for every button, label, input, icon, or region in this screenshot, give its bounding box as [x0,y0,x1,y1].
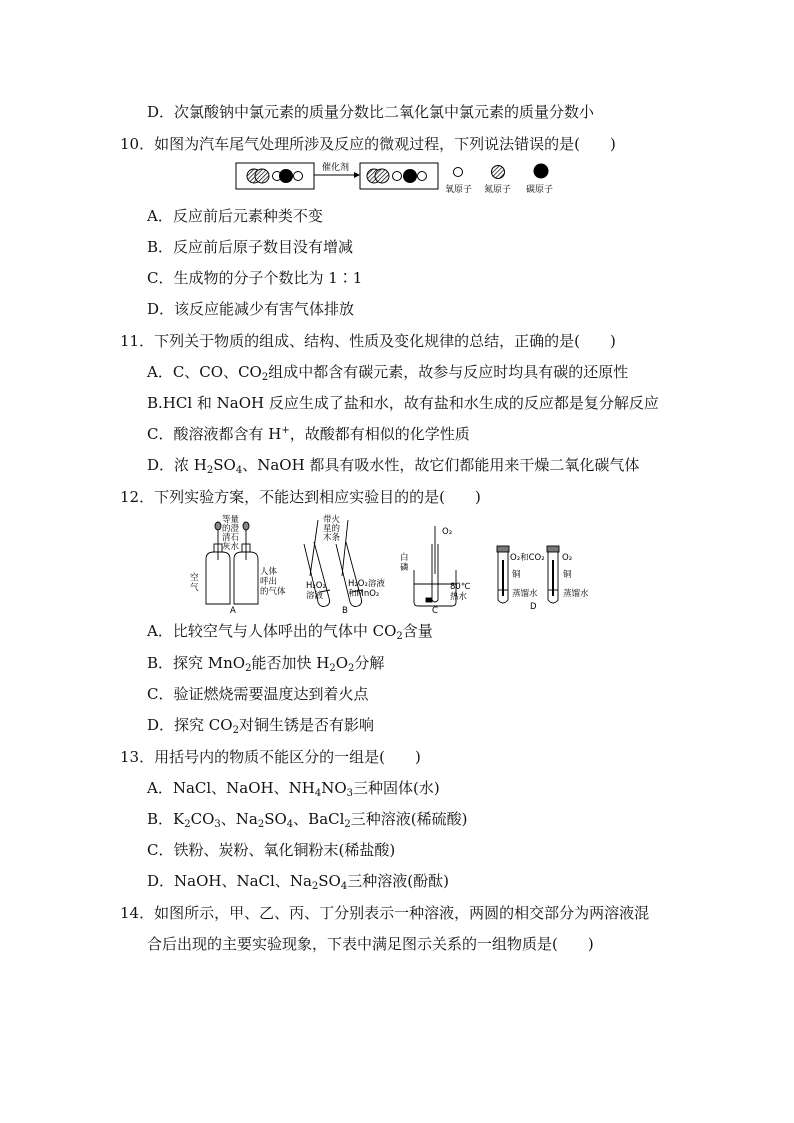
q12-stem: 12．下列实验方案，不能达到相应实验目的的是( ) [120,488,481,506]
a-label: A [230,606,236,614]
q10-option-d: D．该反应能减少有害气体排放 [147,300,355,318]
a-air-label-1: 空 [190,573,199,583]
d-cu2-label: 铜 [563,570,572,580]
q12-option-b: B．探究 MnO$_2$能否加快 $H_2O_2$分解 [147,654,385,674]
c-white-label-2: 磷 [400,563,409,573]
q13-option-c: C．铁粉、炭粉、氧化铜粉末(稀盐酸) [147,841,396,859]
c-label: C [432,606,438,614]
d-water1-label: 蒸馏水 [512,589,538,599]
q12-option-c: C．验证燃烧需要温度达到着火点 [147,685,369,703]
b-right-label-2: 和MnO₂ [348,589,380,599]
legend-nitrogen-label: 氮原子 [484,185,512,195]
b-left-label-1: H₂O₂ [306,581,326,591]
q12-option-a: A．比较空气与人体呼出的气体中 $CO_2$含量 [147,622,433,642]
q10-figure [234,159,569,197]
legend-carbon-icon [534,164,549,179]
q13-stem: 13．用括号内的物质不能区分的一组是( ) [120,748,421,766]
reactant-molecule-c [279,169,293,183]
a-right-label-2: 呼出 [260,577,278,587]
b-top-label-2: 星的 [323,524,341,534]
q13-option-a: A．NaCl、NaOH、$NH_4NO_3$三种固体(水) [147,779,440,799]
b-left-label-2: 溶液 [306,591,324,601]
q14-stem-line-2: 合后出现的主要实验现象，下表中满足图示关系的一组物质是( ) [147,935,594,953]
d-label: D [530,602,537,612]
legend-oxygen-icon [454,168,463,177]
a-top-label-2: 的澄 [222,524,240,534]
q13-option-b: B．$K_2CO_3$、$Na_2SO_4$、BaCl$_2$三种溶液(稀硫酸) [147,810,468,830]
d-cu1-label: 铜 [512,570,521,580]
q9-option-d: D．次氯酸钠中氯元素的质量分数比二氧化氯中氯元素的质量分数小 [147,103,595,121]
b-top-label-3: 木条 [323,533,341,543]
a-top-label-3: 清石 [222,533,240,543]
c-water-label: 热水 [450,592,468,602]
q11-option-a: A．C、CO、$CO_2$组成中都含有碳元素，故参与反应时均具有碳的还原性 [147,363,629,383]
q10-option-a: A．反应前后元素种类不变 [147,207,323,225]
a-right-label-1: 人体 [260,567,278,577]
q10-stem: 10．如图为汽车尾气处理所涉及反应的微观过程，下列说法错误的是( ) [120,135,616,153]
d-gas2-label: O₂ [562,553,573,563]
q11-option-d: D．浓 $H_2SO_4$、NaOH 都具有吸水性，故它们都能用来干燥二氧化碳气体 [147,456,640,476]
reactant-molecule-o2 [294,172,303,181]
q14-stem-line-1: 14．如图所示，甲、乙、丙、丁分别表示一种溶液，两圆的相交部分为两溶液混 [120,904,650,922]
q10-option-b: B．反应前后原子数目没有增减 [147,238,354,256]
q11-option-b: B.HCl 和 NaOH 反应生成了盐和水，故有盐和水生成的反应都是复分解反应 [147,394,659,412]
q12-figure [186,514,606,614]
a-top-label-4: 灰水 [222,542,240,552]
q11-option-c: C．酸溶液都含有 H+，故酸都有相似的化学性质 [147,425,470,443]
q11-stem: 11．下列关于物质的组成、结构、性质及变化规律的总结，正确的是( ) [120,332,616,350]
q12-option-d: D．探究 $CO_2$对铜生锈是否有影响 [147,716,374,736]
a-right-label-3: 的气体 [260,587,286,597]
legend-nitrogen-icon [492,166,505,179]
q13-option-d: D．NaOH、NaCl、$Na_2SO_4$三种溶液(酚酞) [147,872,449,892]
legend-carbon-label: 碳原子 [526,185,554,195]
d-gas1-label: O₂和CO₂ [510,553,545,563]
legend-oxygen-label: 氧原子 [445,185,473,195]
q10-option-c: C．生成物的分子个数比为 1∶1 [147,269,363,287]
b-top-label-1: 带火 [323,515,341,525]
b-right-label-1: H₂O₂溶液 [348,579,385,589]
catalyst-label: 催化剂 [322,163,350,173]
b-label: B [342,606,348,614]
reactant-molecule-n2 [255,169,269,183]
a-top-label-1: 等量 [222,515,240,525]
d-water2-label: 蒸馏水 [563,589,589,599]
c-white-label-1: 白 [400,553,409,563]
c-temp-label: 80℃ [450,582,471,592]
c-o2-label: O₂ [442,527,453,537]
a-air-label-2: 气 [190,583,199,593]
